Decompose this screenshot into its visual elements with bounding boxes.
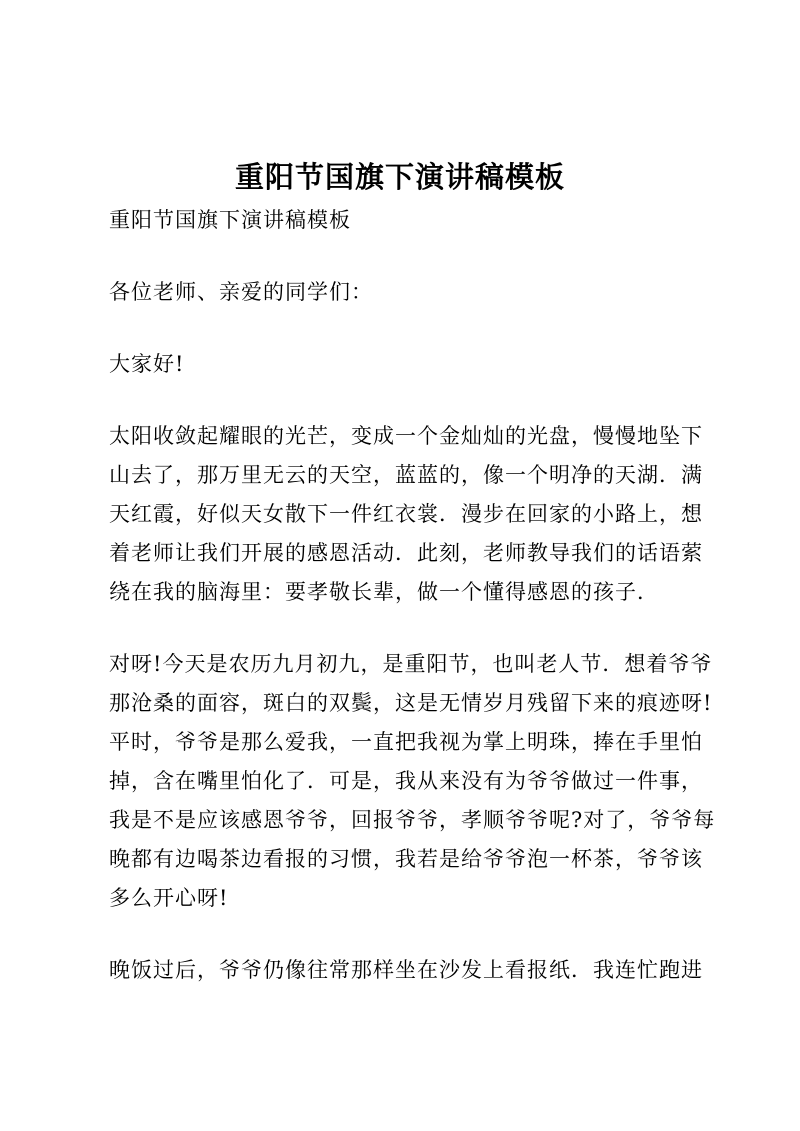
document-title: 重阳节国旗下演讲稿模板 bbox=[234, 160, 565, 194]
paragraph-line: 晚饭过后，爷爷仍像往常那样坐在沙发上看报纸．我连忙跑进 bbox=[109, 958, 703, 982]
paragraph-2 bbox=[109, 645, 716, 918]
paragraph-line: 着老师让我们开展的感恩活动．此刻，老师教导我们的话语萦 bbox=[109, 541, 703, 565]
document-body bbox=[109, 201, 716, 990]
paragraph-line: 晚都有边喝茶边看报的习惯，我若是给爷爷泡一杯茶，爷爷该 bbox=[109, 847, 703, 871]
paragraph-line: 绕在我的脑海里：要孝敬长辈，做一个懂得感恩的孩子． bbox=[109, 580, 659, 604]
paragraph-line: 那沧桑的面容，斑白的双鬓，这是无情岁月残留下来的痕迹呀! bbox=[109, 691, 713, 715]
paragraph-line: 太阳收敛起耀眼的光芒，变成一个金灿灿的光盘，慢慢地坠下 bbox=[109, 424, 703, 448]
paragraph-1 bbox=[109, 417, 703, 612]
paragraph-line: 平时，爷爷是那么爱我，一直把我视为掌上明珠，捧在手里怕 bbox=[109, 730, 703, 754]
paragraph-line: 山去了，那万里无云的天空，蓝蓝的，像一个明净的天湖．满 bbox=[109, 463, 703, 487]
hello-line: 大家好! bbox=[109, 352, 185, 376]
paragraph-gap bbox=[109, 312, 699, 345]
paragraph-line: 掉，含在嘴里怕化了．可是，我从来没有为爷爷做过一件事， bbox=[109, 769, 703, 793]
paragraph-3 bbox=[109, 951, 703, 990]
paragraph-line: 对呀!今天是农历九月初九，是重阳节，也叫老人节．想着爷爷 bbox=[109, 652, 713, 676]
paragraph-gap bbox=[109, 918, 699, 951]
greeting-line: 各位老师、亲爱的同学们： bbox=[109, 280, 373, 304]
paragraph-gap bbox=[109, 612, 699, 645]
document-subtitle: 重阳节国旗下演讲稿模板 bbox=[109, 208, 351, 232]
paragraph-gap bbox=[109, 384, 699, 417]
paragraph-line: 我是不是应该感恩爷爷，回报爷爷，孝顺爷爷呢?对了，爷爷每 bbox=[109, 808, 716, 832]
paragraph-line: 多么开心呀! bbox=[109, 886, 229, 910]
paragraph-gap bbox=[109, 240, 699, 273]
paragraph-line: 天红霞，好似天女散下一件红衣裳．漫步在回家的小路上，想 bbox=[109, 502, 703, 526]
